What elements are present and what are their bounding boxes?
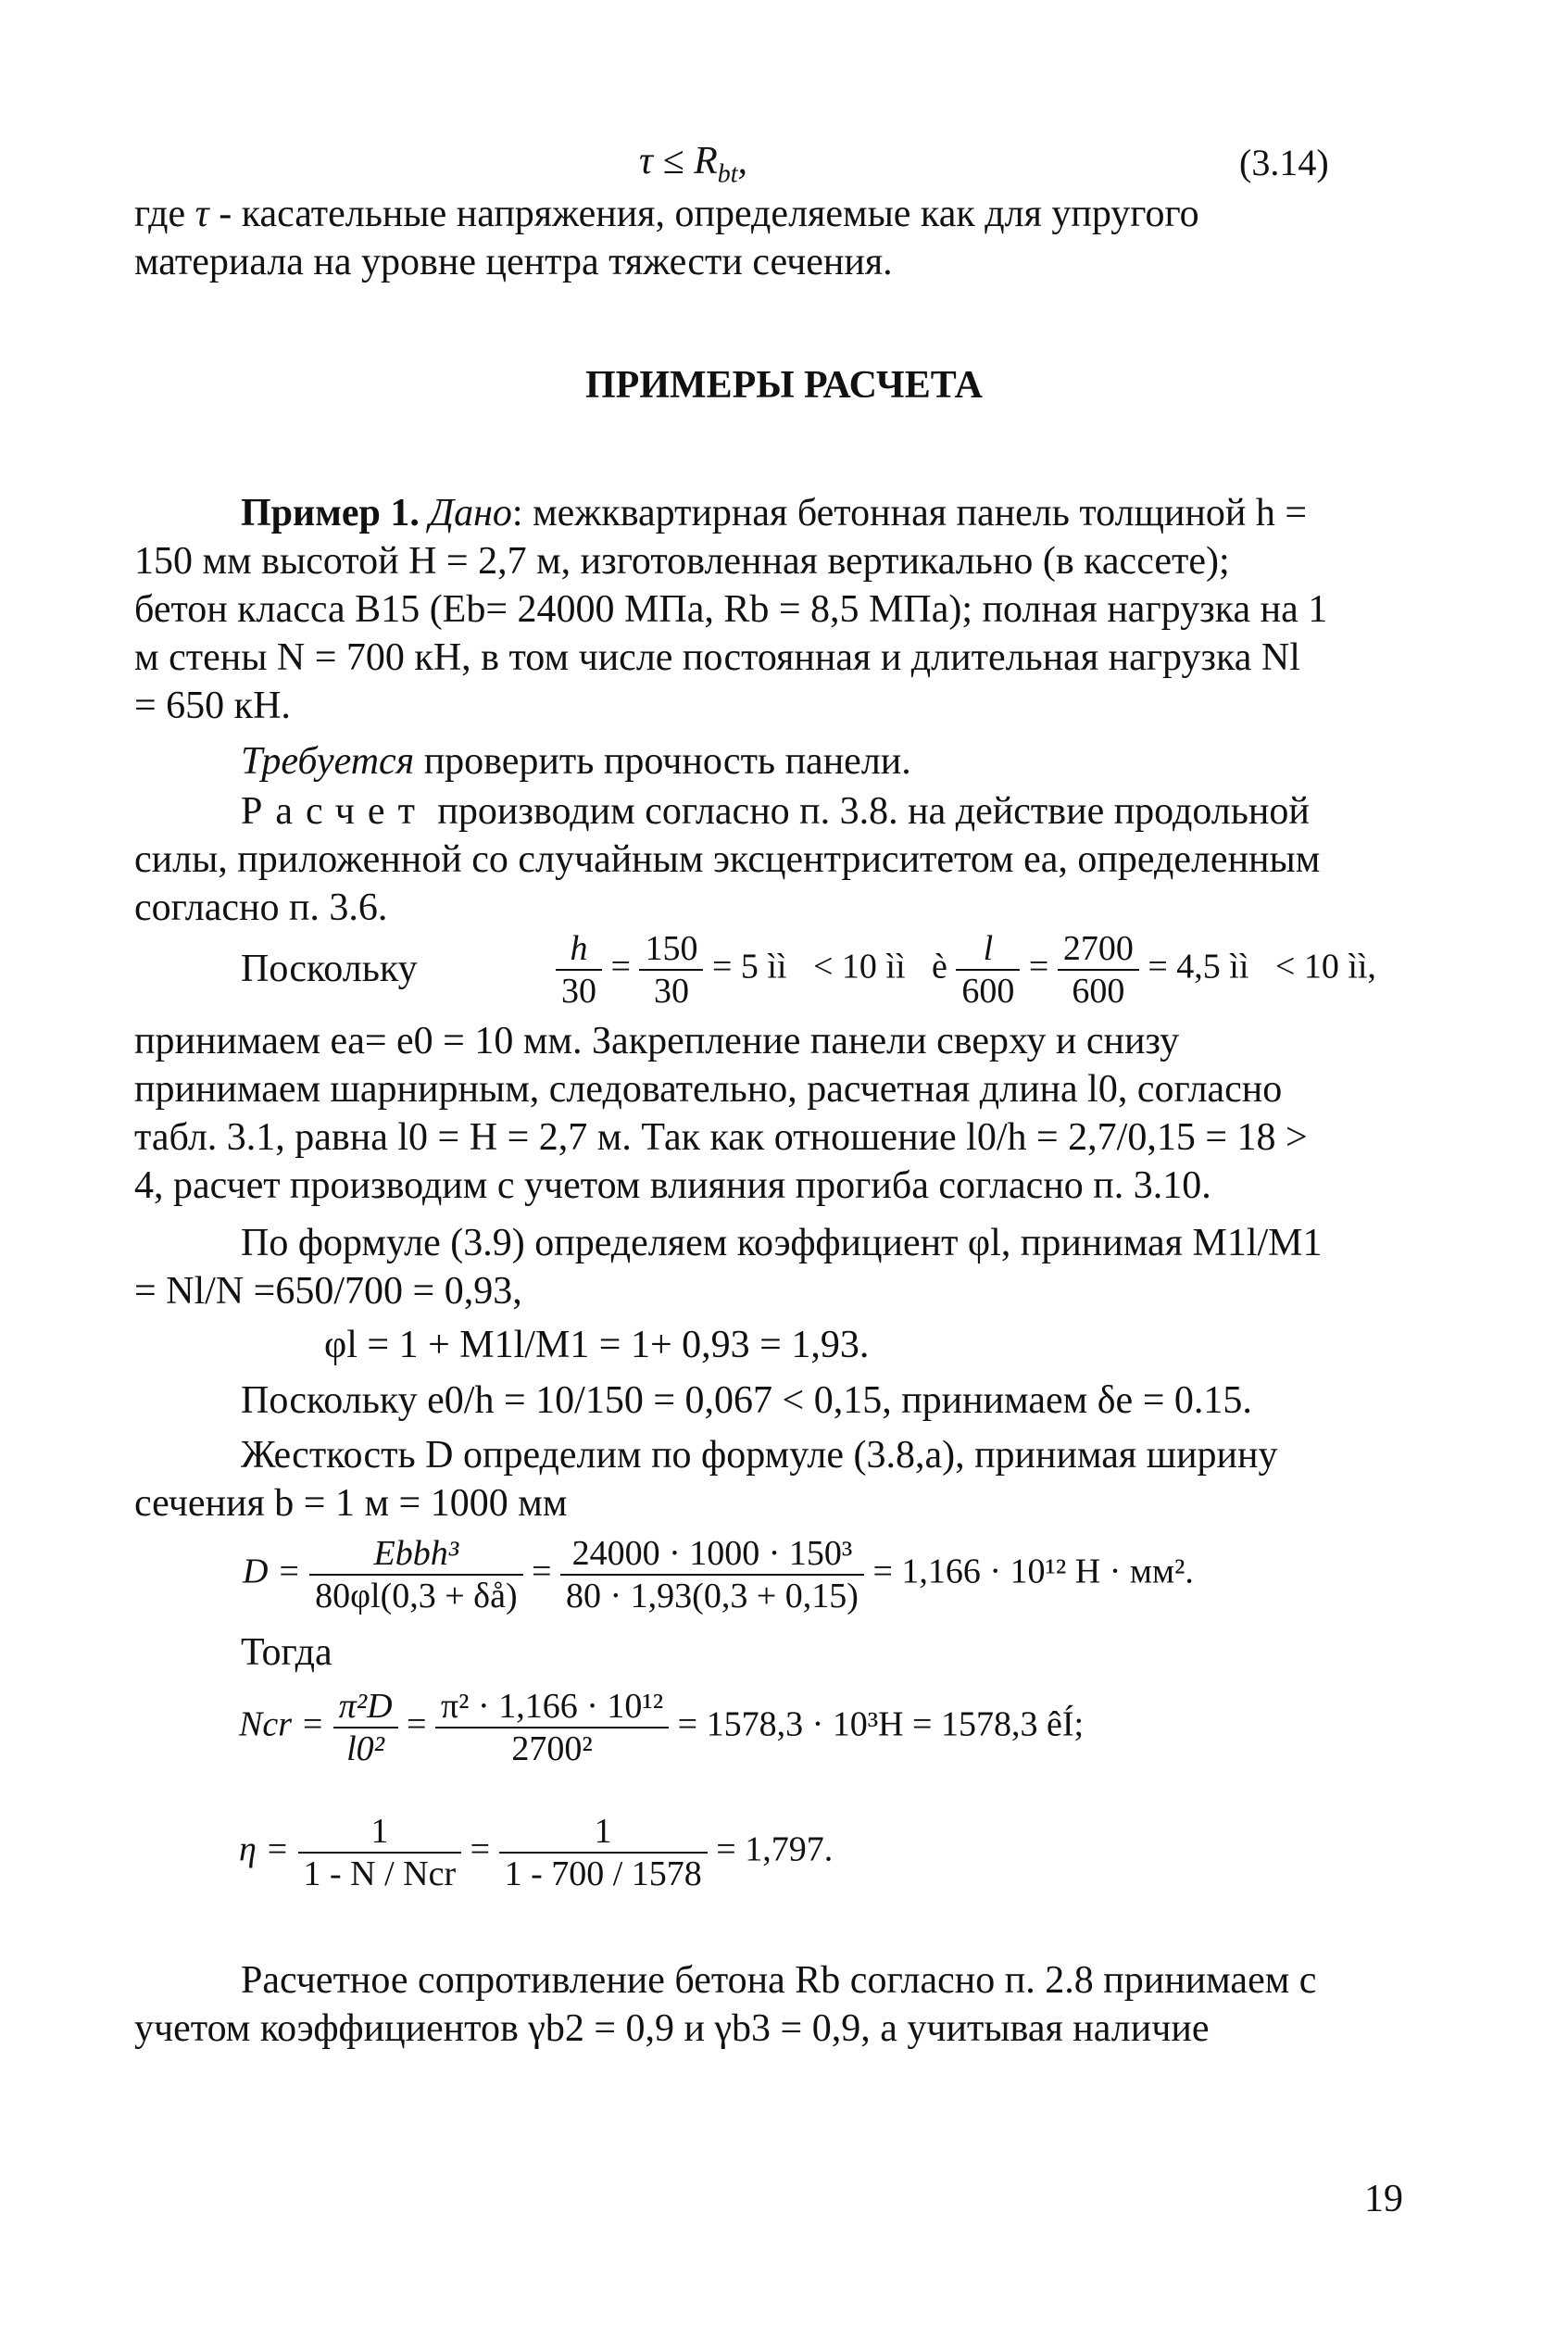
phi-line2: = Nl/N =650/700 = 0,93, [134, 1270, 522, 1313]
resist-line2: учетом коэффициентов γb2 = 0,9 и γb3 = 0,9, а учитывая наличие [134, 2007, 1210, 2050]
calc-word: Расчет [241, 790, 428, 833]
example-label: Пример 1. [241, 492, 420, 534]
required-label: Требуется [241, 740, 415, 783]
ncr-lhs: Ncr = [239, 1704, 325, 1744]
since-lt1: < 10 ìì [812, 947, 906, 987]
stiffness-line2: сечения b = 1 м = 1000 мм [134, 1482, 568, 1525]
frac-num: 1 [298, 1811, 462, 1854]
frac-den: 600 [961, 972, 1015, 1011]
formula-3-14 [639, 139, 747, 189]
frac-den: 2700² [511, 1729, 593, 1768]
d-fraction2 [560, 1533, 864, 1616]
page-number: 19 [1364, 2178, 1403, 2220]
formula-expr: τ ≤ R [639, 140, 718, 182]
since-and: è [932, 947, 947, 987]
calc-line3: согласно п. 3.6. [134, 886, 388, 929]
example-line2: 150 мм высотой H = 2,7 м, изготовленная вертикально (в кассете); [134, 540, 1230, 583]
example-line5: = 650 кН. [134, 685, 291, 727]
eta-fraction2 [499, 1811, 708, 1894]
frac-den: 30 [653, 972, 689, 1011]
phi-formula: φl = 1 + M1l/M1 = 1+ 0,93 = 1,93. [324, 1324, 870, 1366]
frac-num: l [956, 928, 1020, 971]
formula-sub: bt [717, 159, 738, 189]
calc-line2: силы, приложенной со случайным эксцентриситетом ea, определенным [134, 838, 1321, 881]
text-tau-def: - касательные напряжения, определяемые как для упругого [208, 193, 1199, 235]
frac-den: l0² [346, 1729, 385, 1768]
fraction-150-30 [639, 928, 703, 1012]
eta-formula [239, 1811, 833, 1894]
tau-paragraph [134, 190, 1403, 286]
required-paragraph [134, 737, 1403, 786]
frac-num: 150 [639, 928, 703, 971]
d-result: = 1,166 · 10¹² Н · мм². [872, 1552, 1194, 1591]
d-eq: = [532, 1552, 552, 1591]
frac-num: Ebbh³ [309, 1533, 523, 1576]
eta-fraction1 [298, 1811, 462, 1894]
since-result1: = 5 ìì [711, 947, 787, 987]
ncr-formula [239, 1686, 1084, 1769]
accept-line3: табл. 3.1, равна l0 = H = 2,7 м. Так как отношение l0/h = 2,7/0,15 = 18 > [134, 1116, 1308, 1159]
d-lhs: D = [243, 1552, 301, 1591]
example-line1: : межквартирная бетонная панель толщиной h = [511, 492, 1308, 534]
accept-line2: принимаем шарнирным, следовательно, расчетная длина l0, согласно [134, 1068, 1283, 1111]
eta-result: = 1,797. [716, 1829, 834, 1869]
frac-num: 24000 · 1000 · 150³ [560, 1533, 864, 1576]
given-label: Дано [429, 492, 512, 534]
frac-den: 1 - N / Ncr [303, 1854, 457, 1893]
section-title: ПРИМЕРЫ РАСЧЕТА [585, 364, 983, 407]
text-tau-line2: материала на уровне центра тяжести сечения. [134, 241, 893, 283]
example1-paragraph [134, 489, 1403, 730]
fraction-h-30 [556, 928, 602, 1012]
d-fraction1 [309, 1533, 523, 1616]
ncr-result: = 1578,3 · 10³Н = 1578,3 êÍ; [677, 1704, 1085, 1744]
frac-num: π²D [333, 1686, 398, 1728]
resist-paragraph [134, 1956, 1403, 2053]
eta-eq: = [470, 1829, 491, 1869]
calc-line1: производим согласно п. 3.8. на действие продольной [427, 790, 1310, 833]
example-line3: бетон класса В15 (Eb= 24000 МПа, Rb = 8,5 МПа); полная нагрузка на 1 [134, 588, 1328, 631]
frac-den: 80φl(0,3 + δå) [315, 1577, 518, 1615]
phi-paragraph [134, 1219, 1403, 1315]
fraction-2700-600 [1058, 928, 1139, 1012]
example-line4: м стены N = 700 кН, в том числе постоянная и длительная нагрузка Nl [134, 636, 1300, 679]
since-formula: $\frac{h}{30}$ = $\frac{150}{30}$ = 5 ìì < 10 ìì è $\frac{l}{600}$ = $\frac{2700}{600}$ = 4,5 ìì < 10 ìì, [556, 928, 1376, 1012]
text-where: где [134, 193, 195, 235]
accept-line1: принимаем ea= e0 = 10 мм. Закрепление панели сверху и снизу [134, 1020, 1180, 1062]
formula-comma: , [737, 140, 748, 182]
tau-symbol: τ [194, 193, 209, 235]
frac-den: 600 [1072, 972, 1125, 1011]
eta-lhs: η = [239, 1829, 289, 1869]
frac-num: 2700 [1058, 928, 1139, 971]
since-word: Поскольку [241, 948, 418, 990]
accept-line4: 4, расчет производим с учетом влияния прогиба согласно п. 3.10. [134, 1164, 1211, 1207]
stiffness-line1: Жесткость D определим по формуле (3.8,а), принимая ширину [241, 1434, 1278, 1477]
accept-paragraph [134, 1017, 1403, 1210]
d-formula [243, 1533, 1194, 1616]
phi-line1: По формуле (3.9) определяем коэффициент φl, принимая M1l/M1 [241, 1222, 1323, 1264]
frac-num: π² · 1,166 · 10¹² [435, 1686, 669, 1728]
equation-number: (3.14) [1239, 142, 1329, 183]
calc-paragraph [134, 787, 1403, 932]
delta-line: Поскольку e0/h = 10/150 = 0,067 < 0,15, принимаем δe = 0.15. [241, 1379, 1252, 1422]
frac-den: 80 · 1,93(0,3 + 0,15) [566, 1577, 859, 1615]
stiffness-paragraph [134, 1431, 1403, 1527]
fraction-l-600 [956, 928, 1020, 1012]
ncr-fraction2 [435, 1686, 669, 1769]
resist-line1: Расчетное сопротивление бетона Rb согласно п. 2.8 принимаем с [241, 1959, 1317, 2002]
ncr-fraction1 [333, 1686, 398, 1769]
frac-num: h [556, 928, 602, 971]
required-text: проверить прочность панели. [414, 740, 911, 783]
since-lt2: < 10 ìì, [1274, 947, 1376, 987]
ncr-eq: = [407, 1704, 427, 1744]
since-result2: = 4,5 ìì [1148, 947, 1249, 987]
delta-paragraph [134, 1376, 1403, 1425]
frac-den: 1 - 700 / 1578 [504, 1854, 702, 1893]
then-word: Тогда [241, 1631, 332, 1674]
frac-num: 1 [499, 1811, 708, 1854]
frac-den: 30 [561, 972, 596, 1011]
